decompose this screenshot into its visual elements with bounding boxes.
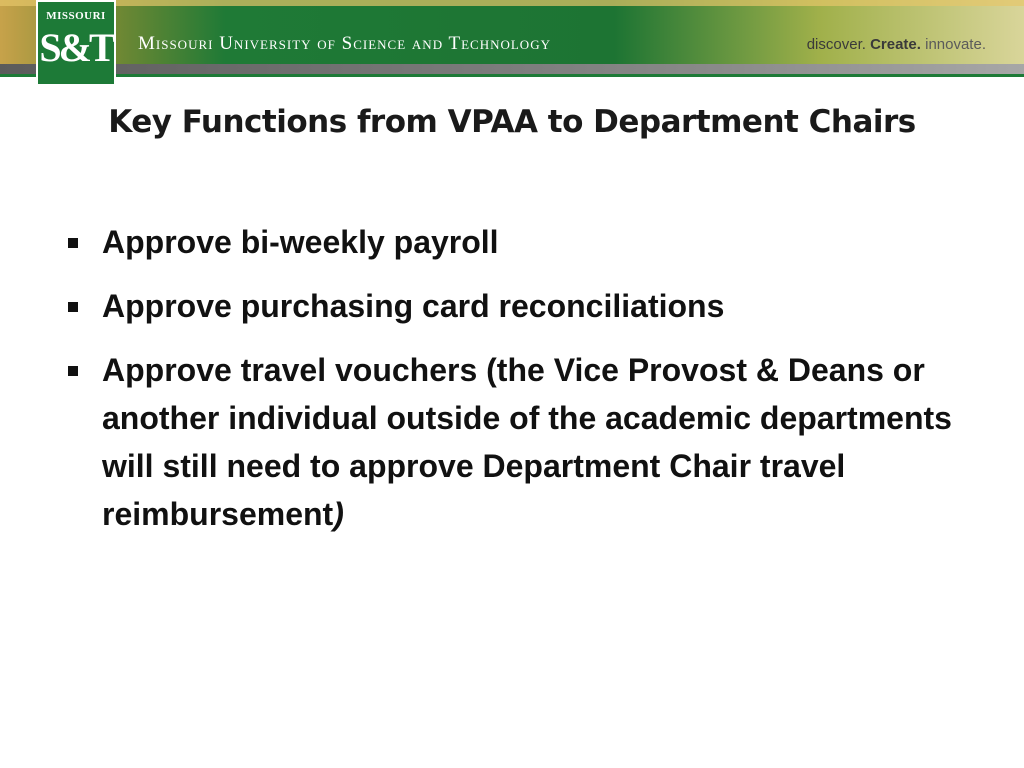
bullet-text: Approve bi-weekly payroll xyxy=(102,224,499,260)
slide-title: Key Functions from VPAA to Department Chairs xyxy=(108,104,916,140)
bullet-item xyxy=(64,218,984,266)
bullet-text: Approve purchasing card reconciliations xyxy=(102,288,725,324)
bullet-item xyxy=(64,282,984,330)
tagline-create: Create. xyxy=(870,36,921,53)
square-bullet-icon xyxy=(68,366,78,376)
header-grey-strip xyxy=(0,64,1024,74)
bullet-text-end: ) xyxy=(333,496,344,532)
university-name: Missouri University of Science and Technology xyxy=(138,33,551,54)
logo-main-text: S&T xyxy=(39,25,113,70)
header-green-line xyxy=(0,74,1024,77)
logo-top-text: MISSOURI xyxy=(46,10,106,22)
tagline-innovate: innovate. xyxy=(925,36,986,53)
header-top-line xyxy=(0,0,1024,6)
bullet-item xyxy=(64,346,984,538)
slide-header xyxy=(0,0,1024,80)
square-bullet-icon xyxy=(68,238,78,248)
bullet-text: Approve travel vouchers (the Vice Provost & Deans or another individual outside of the academic departments will still need to approve Department Chair travel reimbursement xyxy=(102,352,952,532)
tagline-discover: discover. xyxy=(806,36,866,53)
university-logo xyxy=(36,0,116,86)
square-bullet-icon xyxy=(68,302,78,312)
bullet-list xyxy=(64,218,984,554)
tagline xyxy=(807,36,986,53)
